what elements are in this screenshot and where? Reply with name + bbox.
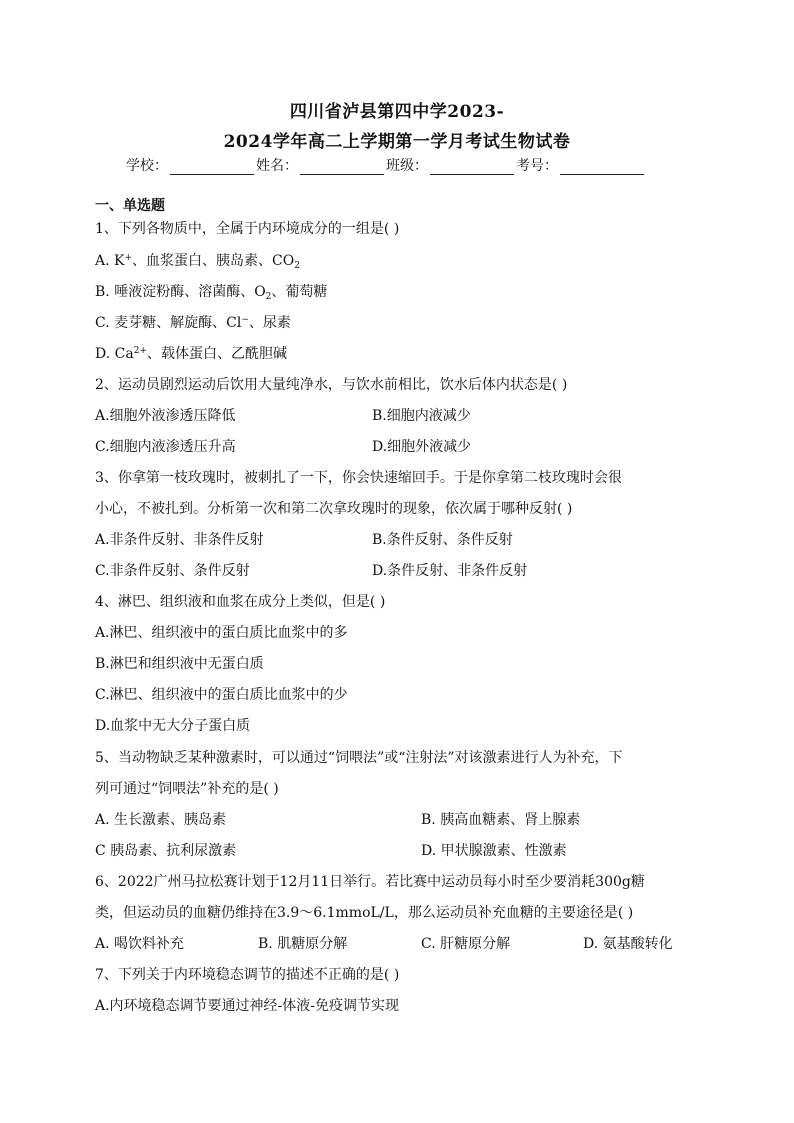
- exam-number-blank[interactable]: [560, 160, 644, 175]
- q4-stem: 4、淋巴、组织液和血浆在成分上类似，但是( ): [95, 594, 386, 610]
- q6-stem-line1: 6、2022广州马拉松赛计划于12月11日举行。若比赛中运动员每小时至少要消耗300g糖: [95, 874, 645, 890]
- q1-a-text: A. K: [95, 253, 125, 269]
- q6-stem-line2: 类，但运动员的血糖仍维持在3.9～6.1mmoL/L，那么运动员补充血糖的主要途径是( ): [95, 905, 634, 921]
- q1-stem: 1、下列各物质中，全属于内环境成分的一组是( ): [95, 221, 400, 237]
- q1-option-a: [95, 250, 300, 271]
- q1-option-d: [95, 343, 287, 363]
- q6-option-d: D. 氨基酸转化: [583, 936, 673, 952]
- q1-c-text: C. 麦芽糖、解旋酶、Cl: [95, 315, 242, 331]
- exam-title-line2: 2024学年高二上学期第一学月考试生物试卷: [223, 132, 571, 152]
- q1-b-sub: 2: [265, 292, 272, 302]
- q2-option-d: D.细胞外液减少: [372, 439, 472, 455]
- q2-stem: 2、运动员剧烈运动后饮用大量纯净水，与饮水前相比，饮水后体内状态是( ): [95, 377, 568, 393]
- q7-stem: 7、下列关于内环境稳态调节的描述不正确的是( ): [95, 967, 400, 983]
- q5-option-d: D. 甲状腺激素、性激素: [421, 843, 567, 859]
- name-label: 姓名：: [256, 158, 298, 174]
- q3-option-c: C.非条件反射、条件反射: [95, 563, 250, 579]
- q1-d-text: D. Ca: [95, 346, 134, 362]
- q1-option-b: [95, 281, 327, 302]
- q5-stem-line1: 5、当动物缺乏某种激素时，可以通过“饲喂法”或“注射法”对该激素进行人为补充，下: [95, 750, 623, 766]
- exam-title-line1: 四川省泸县第四中学2023-: [289, 102, 505, 122]
- q1-a-text2: 、血浆蛋白、胰岛素、CO: [132, 253, 295, 269]
- q5-option-c: C 胰岛素、抗利尿激素: [95, 843, 237, 859]
- q4-option-c: C.淋巴、组织液中的蛋白质比血浆中的少: [95, 687, 348, 703]
- class-label: 班级：: [386, 158, 428, 174]
- class-blank[interactable]: [430, 160, 514, 175]
- q3-stem-line2: 小心，不被扎到。分析第一次和第二次拿玫瑰时的现象，依次属于哪种反射( ): [95, 501, 573, 517]
- q2-option-a: A.细胞外液渗透压降低: [95, 408, 236, 424]
- school-blank[interactable]: [170, 160, 254, 175]
- exam-number-label: 考号：: [516, 158, 558, 174]
- q3-stem-line1: 3、你拿第一枝玫瑰时，被刺扎了一下，你会快速缩回手。于是你拿第二枝玫瑰时会很: [95, 470, 622, 486]
- q6-option-a: A. 喝饮料补充: [95, 936, 185, 952]
- q1-b-text: B. 唾液淀粉酶、溶菌酶、O: [95, 284, 266, 300]
- q1-b-text2: 、葡萄糖: [271, 284, 328, 300]
- q3-option-d: D.条件反射、非条件反射: [372, 563, 528, 579]
- q1-a-sup: +: [124, 253, 133, 263]
- q1-option-c: [95, 312, 291, 332]
- q3-option-a: A.非条件反射、非条件反射: [95, 532, 264, 548]
- q4-option-a: A.淋巴、组织液中的蛋白质比血浆中的多: [95, 625, 348, 641]
- q1-a-sub: 2: [294, 261, 300, 271]
- school-label: 学校：: [126, 158, 168, 174]
- student-info-row: [126, 155, 646, 175]
- q6-option-c: C. 肝糖原分解: [421, 936, 511, 952]
- q1-c-sup: −: [241, 315, 249, 325]
- q4-option-b: B.淋巴和组织液中无蛋白质: [95, 656, 264, 672]
- q5-option-b: B. 胰高血糖素、肾上腺素: [421, 812, 581, 828]
- q3-option-b: B.条件反射、条件反射: [372, 532, 513, 548]
- q6-option-b: B. 肌糖原分解: [258, 936, 348, 952]
- q1-d-text2: 、载体蛋白、乙酰胆碱: [146, 346, 287, 362]
- q2-option-c: C.细胞内液渗透压升高: [95, 439, 236, 455]
- name-blank[interactable]: [300, 160, 384, 175]
- q5-stem-line2: 列可通过“饲喂法”补充的是( ): [95, 781, 279, 797]
- q7-option-a: A.内环境稳态调节要通过神经-体液-免疫调节实现: [95, 998, 400, 1014]
- q4-option-d: D.血浆中无大分子蛋白质: [95, 718, 251, 734]
- q5-option-a: A. 生长激素、胰岛素: [95, 812, 227, 828]
- section-heading: 一、单选题: [95, 198, 165, 214]
- q1-d-sup: 2+: [133, 346, 147, 356]
- q1-c-text2: 、尿素: [248, 315, 291, 331]
- q2-option-b: B.细胞内液减少: [372, 408, 471, 424]
